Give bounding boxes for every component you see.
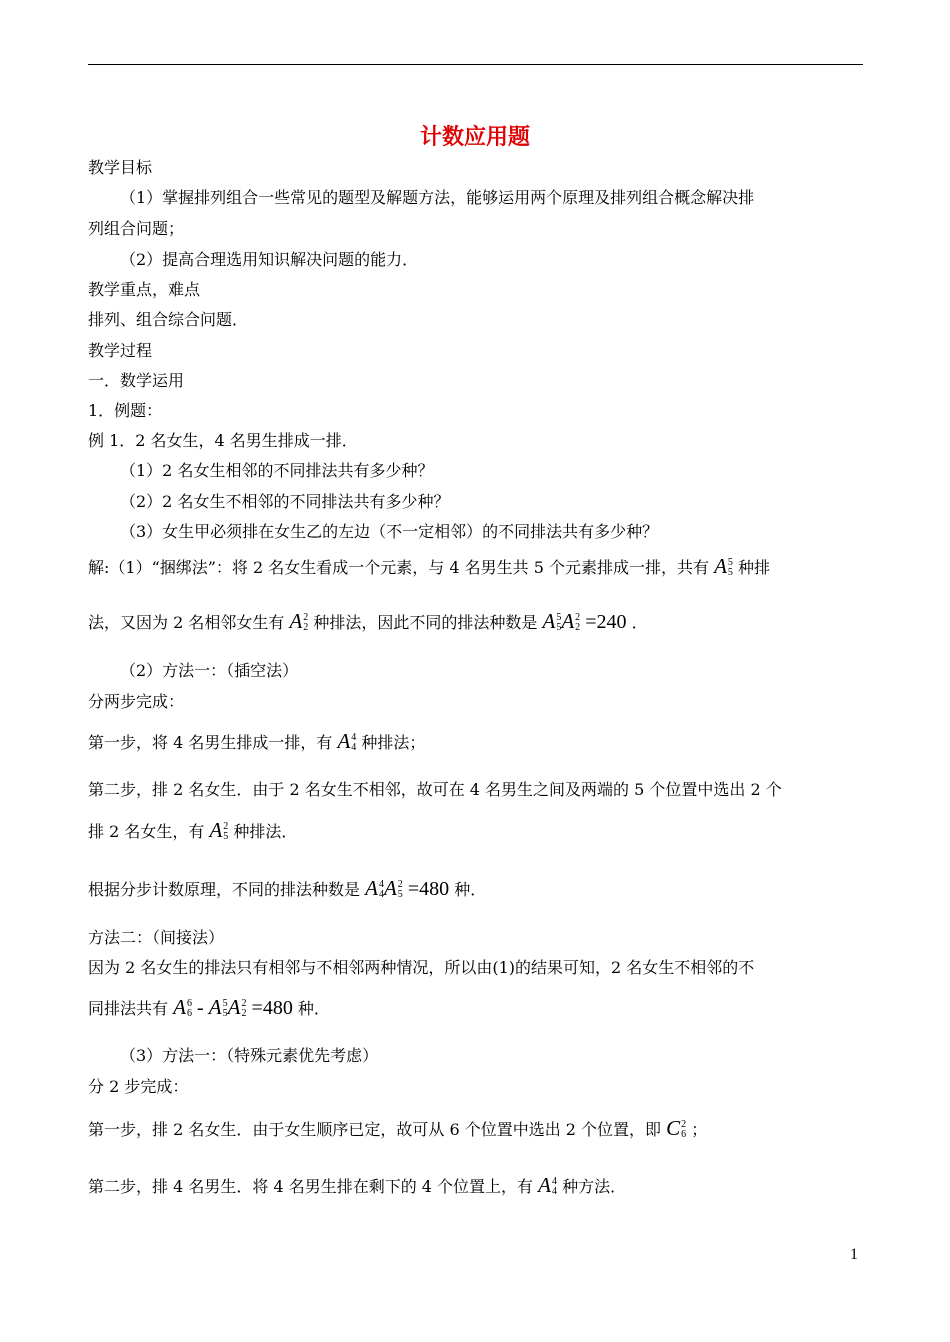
text-segment: 解:（1）“捆绑法”：将 2 名女生看成一个元素，与 4 名男生共 5 个元素排成一排，共有 xyxy=(88,558,709,577)
text-segment: 种方法． xyxy=(562,1177,627,1196)
text-segment: 种排法，因此不同的排法种数是 xyxy=(313,613,538,632)
text-segment: 种排法； xyxy=(361,733,426,752)
text-segment: 种． xyxy=(454,880,487,899)
text-line: 分 2 步完成： xyxy=(88,1077,189,1096)
text-line-with-formula xyxy=(88,611,648,633)
result-value: =480 xyxy=(407,878,450,900)
text-segment: 同排法共有 xyxy=(88,999,169,1018)
perm-A55: A 5 5 xyxy=(714,554,733,579)
text-segment: 第二步，排 4 名男生．将 4 名男生排在剩下的 4 个位置上，有 xyxy=(88,1177,534,1196)
perm-product: A 5 5 A 2 2 xyxy=(208,995,247,1020)
text-line-with-formula xyxy=(88,731,425,753)
perm-product: A 4 4 A 2 5 xyxy=(365,876,403,901)
text-line-with-formula xyxy=(88,556,770,578)
text-line: 排列、组合综合问题． xyxy=(88,310,249,329)
text-line: 第二步，排 2 名女生．由于 2 名女生不相邻，故可在 4 名男生之间及两端的 5 个位置中选出 2 个 xyxy=(88,780,782,799)
result-value: =240 xyxy=(585,611,627,633)
perm-A44: A 4 4 xyxy=(337,729,357,754)
perm-A22: A 2 2 xyxy=(289,609,309,634)
text-line-with-formula xyxy=(88,1175,626,1197)
text-line: 方法二：（间接法） xyxy=(88,928,225,947)
text-line-with-formula xyxy=(88,820,297,842)
comb-C62: C 2 6 xyxy=(666,1116,687,1141)
text-segment: 第一步，排 2 名女生．由于女生顺序已定，故可从 6 个位置中选出 2 个位置，即 xyxy=(88,1120,662,1139)
text-line: 教学过程 xyxy=(88,341,153,360)
text-line: （2）2 名女生不相邻的不同排法共有多少种？ xyxy=(120,492,450,511)
perm-A52: A 2 5 xyxy=(209,818,229,843)
text-line: 教学重点，难点 xyxy=(88,280,201,299)
result-value: =480 xyxy=(251,997,293,1019)
text-segment: ； xyxy=(691,1120,708,1139)
text-segment: 排 2 名女生，有 xyxy=(88,822,205,841)
text-segment: 第一步，将 4 名男生排成一排，有 xyxy=(88,733,333,752)
minus-sign: - xyxy=(197,997,204,1019)
text-line-with-formula xyxy=(88,1118,707,1140)
text-line: （2）方法一：（插空法） xyxy=(120,661,299,680)
text-line: （3）方法一：（特殊元素优先考虑） xyxy=(120,1046,379,1065)
perm-A44: A 4 4 xyxy=(538,1173,557,1198)
header-rule xyxy=(88,64,863,65)
text-segment: 种． xyxy=(297,999,330,1018)
text-segment: 法，又因为 2 名相邻女生有 xyxy=(88,613,285,632)
text-segment: 根据分步计数原理，不同的排法种数是 xyxy=(88,880,361,899)
text-line: 1．例题： xyxy=(88,401,163,420)
perm-product: A 5 5 A 2 2 xyxy=(542,609,581,634)
text-line: （1）2 名女生相邻的不同排法共有多少种？ xyxy=(120,461,434,480)
page-number: 1 xyxy=(850,1246,858,1263)
text-line-with-formula xyxy=(88,997,330,1019)
text-line: 教学目标 xyxy=(88,158,153,177)
text-line: 例 1．2 名女生，4 名男生排成一排． xyxy=(88,431,358,450)
text-segment: 种排 xyxy=(738,558,771,577)
text-line: 分两步完成： xyxy=(88,692,185,711)
text-segment: 种排法． xyxy=(233,822,298,841)
text-line: 列组合问题； xyxy=(88,219,185,238)
text-segment: ． xyxy=(631,613,648,632)
text-line: （3）女生甲必须排在女生乙的左边（不一定相邻）的不同排法共有多少种？ xyxy=(120,522,659,541)
text-line: （1）掌握排列组合一些常见的题型及解题方法，能够运用两个原理及排列组合概念解决排 xyxy=(120,188,755,207)
text-line: 一．数学运用 xyxy=(88,371,185,390)
text-line: （2）提高合理选用知识解决问题的能力． xyxy=(120,250,419,269)
page-title: 计数应用题 xyxy=(419,125,530,150)
text-line-with-formula xyxy=(88,878,486,900)
text-line: 因为 2 名女生的排法只有相邻与不相邻两种情况，所以由(1)的结果可知，2 名女生不相邻的不 xyxy=(88,958,755,977)
perm-A66: A 6 6 xyxy=(173,995,192,1020)
